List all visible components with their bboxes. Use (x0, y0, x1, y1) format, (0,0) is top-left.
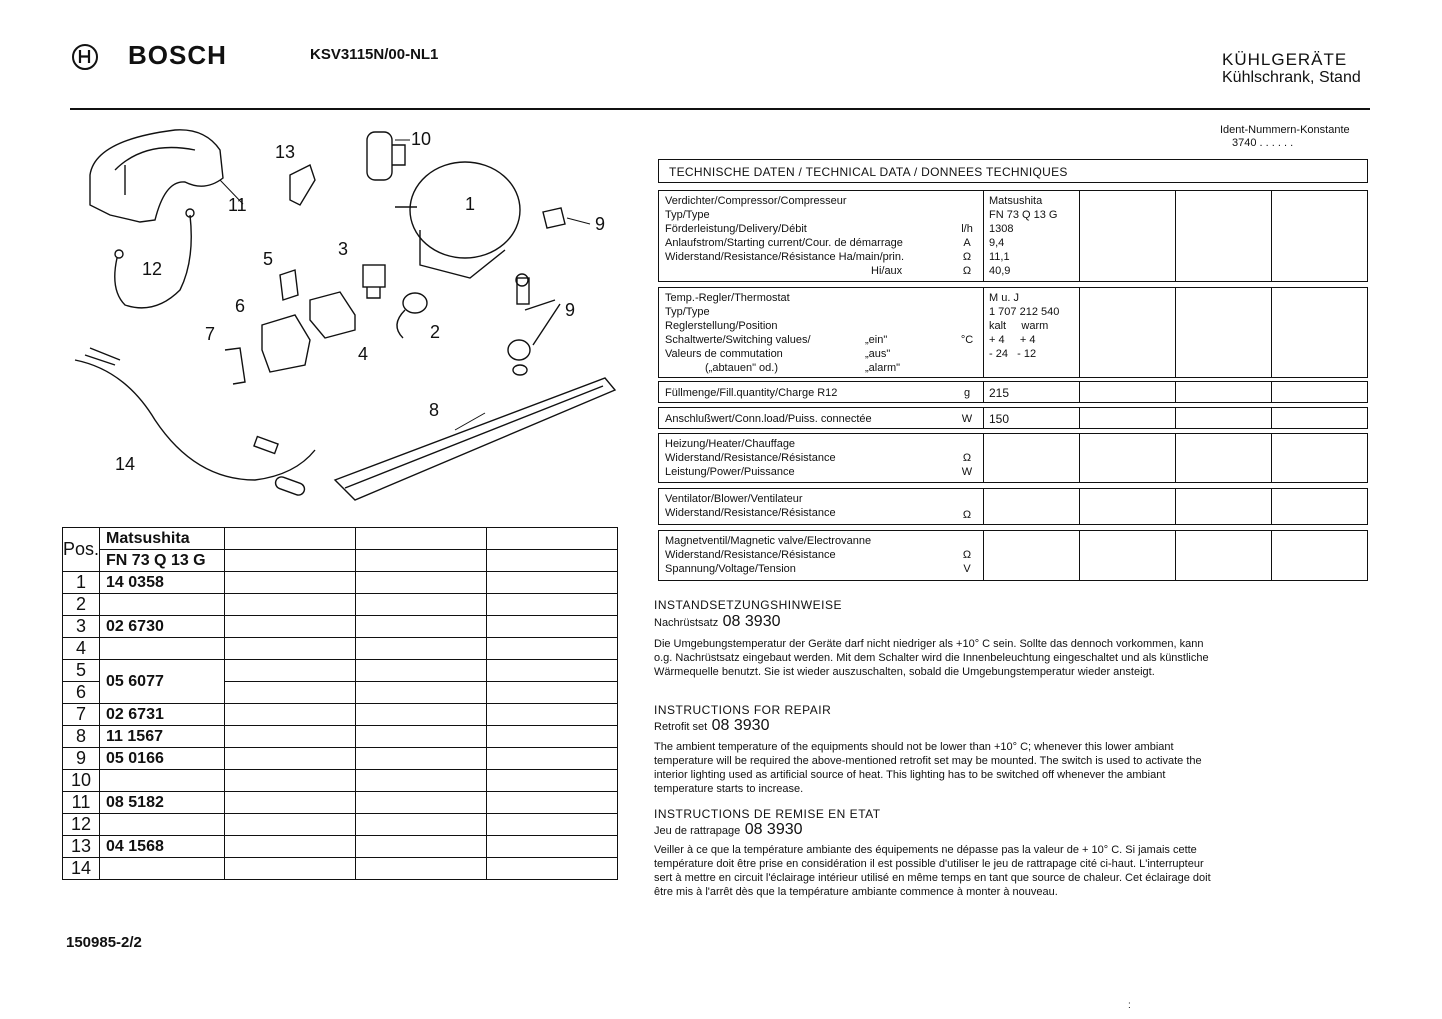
callout-13: 13 (275, 142, 296, 162)
callout-1: 1 (465, 194, 476, 214)
tech-data-title: TECHNISCHE DATEN / TECHNICAL DATA / DONNEES TECHNIQUES (658, 159, 1368, 183)
repair-heading-de: INSTANDSETZUNGSHINWEISE (654, 598, 842, 612)
table-row: 6 (63, 682, 618, 704)
header-divider (70, 108, 1370, 110)
repair-heading-fr: INSTRUCTIONS DE REMISE EN ETAT (654, 807, 881, 821)
compressor-units: l/h A Ω Ω (961, 223, 973, 277)
valve-labels: Magnetventil/Magnetic valve/Electrovanne Widerstand/Resistance/Résistance Spannung/Voltage/Tension (665, 535, 872, 575)
callout-12: 12 (142, 259, 163, 279)
callout-8: 8 (429, 400, 440, 420)
charge-box (658, 381, 1368, 403)
table-row: 10 (63, 770, 618, 792)
repair-heading-en: INSTRUCTIONS FOR REPAIR (654, 703, 832, 717)
table-row: 14 (63, 858, 618, 880)
compressor-labels: Verdichter/Compressor/Compresseur Typ/Type Förderleistung/Delivery/Débit Anlaufstrom/Starting current/Cour. de démarrage Widerstand/Resistance/Résistance Ha/main/prin. Hi/aux (665, 195, 905, 277)
callout-5: 5 (263, 249, 274, 269)
callout-9a: 9 (595, 214, 606, 234)
callout-10: 10 (411, 129, 432, 149)
table-row: 2 (63, 594, 618, 616)
callout-7: 7 (205, 324, 216, 344)
charge-label: Füllmenge/Fill.quantity/Charge R12 (665, 387, 838, 399)
table-row: 12 (63, 814, 618, 836)
table-row: 5 05 6077 (63, 660, 618, 682)
valve-box (658, 530, 1368, 581)
thermostat-values: M u. J 1 707 212 540 kalt warm + 4 + 4 - 24 - 12 (989, 292, 1060, 360)
callout-11: 11 (228, 195, 247, 215)
valve-units: Ω V (962, 549, 972, 575)
exploded-parts-diagram (55, 120, 645, 520)
thermostat-unit: °C (960, 334, 974, 346)
conn-load-label: Anschlußwert/Conn.load/Puiss. connectée (665, 413, 872, 425)
repair-text-fr: Veiller à ce que la température ambiante des équipements ne dépasse pas la valeur de + 10° C. Si jamais cette température doit être prise en considération il est possible d'utiliser le jeu de rattrapage cité ci-haut. L'interrupteur sert à mettre en circuit l'éclairage intérieur utilisé en même temps en tant que source de chaleur. Cet éclairage doit être mis à l'arrêt dès que la température ambiante commence à monter à nouveau. (654, 844, 1211, 898)
callout-2: 2 (430, 322, 441, 342)
callout-14: 14 (115, 454, 136, 474)
blower-box (658, 488, 1368, 525)
model-number: KSV3115N/00-NL1 (310, 46, 439, 63)
thermostat-box (658, 287, 1368, 378)
retrofit-line-fr: Jeu de rattrapage 08 3930 (654, 821, 803, 838)
callout-3: 3 (338, 239, 349, 259)
heater-box (658, 433, 1368, 483)
page-mark: : (1128, 1000, 1131, 1011)
callout-4: 4 (358, 344, 369, 364)
ident-label: Ident-Nummern-Konstante (1220, 124, 1350, 136)
brand-header: Matsushita (100, 528, 225, 550)
table-row: 7 02 6731 (63, 704, 618, 726)
repair-text-en: The ambient temperature of the equipments should not be lower than +10° C; whenever this lower ambiant temperature will be required the above-mentioned retrofit set may be mounted. The switch is used to activate the interior lighting used as artificial source of heat. This lighting has to be switched off whenever the ambiant temperature starts to increase. (654, 741, 1202, 795)
table-row: 9 05 0166 (63, 748, 618, 770)
heater-labels: Heizung/Heater/Chauffage Widerstand/Resistance/Résistance Leistung/Power/Puissance (665, 438, 836, 478)
callout-6: 6 (235, 296, 246, 316)
table-row: 13 04 1568 (63, 836, 618, 858)
thermostat-sub: „ein" „aus" „alarm" (865, 334, 901, 374)
model-header: FN 73 Q 13 G (100, 550, 225, 572)
subcategory-title: Kühlschrank, Stand (1222, 69, 1361, 86)
retrofit-line-de: Nachrüstsatz 08 3930 (654, 613, 781, 630)
parts-table (62, 527, 618, 880)
repair-text-de: Die Umgebungstemperatur der Geräte darf nicht niedriger als +10° C sein. Sollte das dennoch vorkommen, kann o.g. Nachrüstsatz eingebaut werden. Mit dem Schalter wird die Innenbeleuchtung eingeschaltet und als künstliche Wärmequelle benutzt. Sie ist wieder auszuschalten, sobald die Umgebungstemperatur wieder ansteigt. (654, 638, 1209, 678)
heater-units: Ω W (961, 452, 973, 478)
callout-9b: 9 (565, 300, 576, 320)
document-id: 150985-2/2 (66, 934, 142, 951)
brand-name: BOSCH (128, 40, 227, 70)
table-row: 11 08 5182 (63, 792, 618, 814)
conn-load-unit: W (961, 413, 973, 425)
table-row: 3 02 6730 (63, 616, 618, 638)
bosch-logo-icon (72, 44, 98, 70)
thermostat-labels: Temp.-Regler/Thermostat Typ/Type Reglerstellung/Position Schaltwerte/Switching values/ Valeurs de commutation („abtauen" od.) (665, 292, 811, 374)
blower-unit: Ω (962, 509, 972, 521)
charge-unit: g (963, 387, 971, 399)
retrofit-line-en: Retrofit set 08 3930 (654, 717, 770, 734)
category-title: KÜHLGERÄTE (1222, 50, 1348, 69)
pos-header: Pos. (63, 528, 100, 572)
compressor-values: Matsushita FN 73 Q 13 G 1308 9,4 11,1 40,9 (989, 195, 1058, 277)
table-row: 1 14 0358 (63, 572, 618, 594)
conn-load-value: 150 (989, 412, 1010, 426)
conn-load-box (658, 407, 1368, 429)
table-row: 8 11 1567 (63, 726, 618, 748)
compressor-box (658, 190, 1368, 282)
ident-value: 3740 . . . . . . (1232, 137, 1294, 149)
table-row: 4 (63, 638, 618, 660)
blower-labels: Ventilator/Blower/Ventilateur Widerstand/Resistance/Résistance (665, 493, 836, 519)
charge-value: 215 (989, 386, 1010, 400)
